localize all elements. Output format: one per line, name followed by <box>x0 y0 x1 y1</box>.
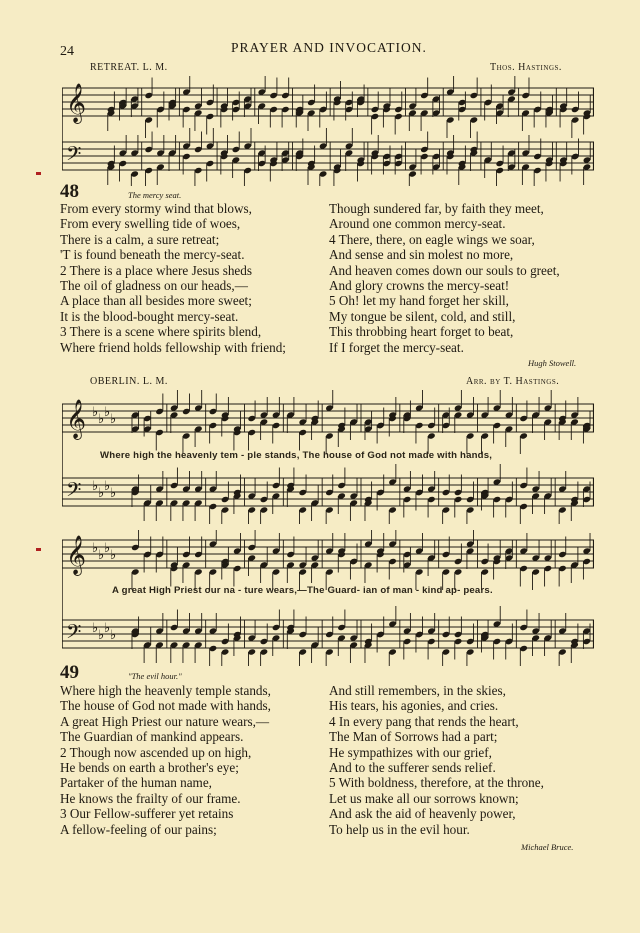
verse-line: 5 Oh! let my hand forget her skill, <box>329 293 509 309</box>
hymn-48-author: Hugh Stowell. <box>528 358 577 368</box>
verse-line: And glory crowns the mercy-seat! <box>329 278 510 294</box>
verse-line: Where friend holds fellowship with friend; <box>60 339 286 355</box>
hymn-49-author: Michael Bruce. <box>521 842 574 852</box>
verse-line: My tongue be silent, cold, and still, <box>329 308 516 324</box>
verse-line: A great High Priest our nature wears,— <box>60 713 270 729</box>
verse-line: A place than all besides more sweet; <box>60 293 252 309</box>
verse-line: 5 With boldness, therefore, at the throne, <box>329 775 544 791</box>
page-number: 24 <box>60 44 74 59</box>
score-retreat-svg <box>62 76 594 186</box>
verse-line: And to the sufferer sends relief. <box>329 760 496 776</box>
verse-line: Where high the heavenly temple stands, <box>60 683 271 698</box>
verse-line: And still remembers, in the skies, <box>329 683 506 698</box>
verse-line: The house of God not made with hands, <box>60 698 271 714</box>
score-oberlin-2-svg <box>62 530 594 666</box>
tune1-composer: Thos. Hastings. <box>490 62 562 73</box>
music-score-oberlin-system2 <box>62 530 594 666</box>
flat-icon: ♭ <box>92 479 99 494</box>
retreat-bass-staff <box>62 128 594 186</box>
verse-line: He knows the frailty of our frame. <box>60 790 241 806</box>
verse-line: If I forget the mercy-seat. <box>329 339 464 355</box>
retreat-treble-staff <box>62 76 594 138</box>
verse-line: The oil of gladness on our heads,— <box>60 278 248 294</box>
verse-line: There is a calm, a sure retreat; <box>60 231 220 247</box>
running-head: PRAYER AND INVOCATION. <box>231 40 427 55</box>
bass-clef-icon: 𝄢 <box>66 478 82 506</box>
flat-icon: ♭ <box>110 412 117 427</box>
flat-icon: ♭ <box>98 548 105 563</box>
verse-line: This throbbing heart forget to beat, <box>329 324 514 340</box>
hymn-48-subtitle: The mercy seat. <box>128 190 182 200</box>
flat-icon: ♭ <box>92 541 99 556</box>
verse-line: 3 Our Fellow-sufferer yet retains <box>60 806 234 822</box>
tune2-arranger: Arr. by T. Hastings. <box>466 376 560 387</box>
tune2-lyrics-line1: Where high the heavenly tem - ple stands, The house of God not made with hands, <box>100 450 493 461</box>
bass-clef-icon: 𝄢 <box>66 142 82 170</box>
verse-line: From every swelling tide of woes, <box>60 216 241 232</box>
hymn-49-left-column <box>60 683 271 837</box>
treble-clef-icon: 𝄞 <box>66 399 87 439</box>
verse-line: And ask the aid of heavenly power, <box>329 806 516 822</box>
verse-line: 4 There, there, on eagle wings we soar, <box>329 231 535 247</box>
oberlin-1-bass-staff <box>62 464 594 524</box>
oberlin-1-treble-staff <box>62 390 594 454</box>
hymn-48-left-column <box>60 201 286 355</box>
verse-line: From every stormy wind that blows, <box>60 201 252 216</box>
verse-line: Partaker of the human name, <box>60 775 212 791</box>
hymn-49-subtitle: "The evil hour." <box>128 671 182 681</box>
verse-line: He sympathizes with our grief, <box>329 744 492 760</box>
oberlin-2-bass-staff <box>62 606 594 666</box>
hymn-48-right-column <box>329 201 560 355</box>
flat-icon: ♭ <box>110 548 117 563</box>
flat-icon: ♭ <box>98 412 105 427</box>
music-score-retreat <box>62 76 594 186</box>
verse-line: 2 Though now ascended up on high, <box>60 744 252 760</box>
verse-line: Around one common mercy-seat. <box>329 216 506 232</box>
flat-icon: ♭ <box>110 628 117 643</box>
flat-icon: ♭ <box>98 628 105 643</box>
oberlin-2-treble-staff <box>62 530 594 590</box>
flat-icon: ♭ <box>110 486 117 501</box>
verse-line: The Man of Sorrows had a part; <box>329 729 498 745</box>
verse-line: His tears, his agonies, and cries. <box>329 698 499 714</box>
verse-line: Let us make all our sorrows known; <box>329 790 519 806</box>
flat-icon: ♭ <box>92 405 99 420</box>
verse-line: 4 In every pang that rends the heart, <box>329 713 519 729</box>
margin-mark <box>36 172 41 175</box>
tune2-name: OBERLIN. L. M. <box>90 376 168 387</box>
verse-line: And sense and sin molest no more, <box>329 247 514 263</box>
verse-line: 'T is found beneath the mercy-seat. <box>60 247 245 263</box>
flat-icon: ♭ <box>104 621 111 636</box>
flat-icon: ♭ <box>104 479 111 494</box>
verse-line: He bends on earth a brother's eye; <box>60 760 239 776</box>
tune1-name: RETREAT. L. M. <box>90 62 168 73</box>
flat-icon: ♭ <box>104 405 111 420</box>
hymn-49-number: 49 <box>60 662 79 683</box>
verse-line: 2 There is a place where Jesus sheds <box>60 262 253 278</box>
flat-icon: ♭ <box>104 541 111 556</box>
tune2-lyrics-line2: A great High Priest our na - ture wears,—The Guard- ian of man - kind ap- pears. <box>112 585 493 596</box>
verse-line: 3 There is a scene where spirits blend, <box>60 324 262 340</box>
verse-line: A fellow-feeling of our pains; <box>60 821 217 837</box>
verse-line: Though sundered far, by faith they meet, <box>329 201 544 216</box>
margin-mark <box>36 548 41 551</box>
flat-icon: ♭ <box>98 486 105 501</box>
verse-line: And heaven comes down our souls to greet, <box>329 262 560 278</box>
treble-clef-icon: 𝄞 <box>66 83 87 123</box>
verse-line: The Guardian of mankind appears. <box>60 729 244 745</box>
flat-icon: ♭ <box>92 621 99 636</box>
verse-line: To help us in the evil hour. <box>329 821 470 837</box>
verse-line: It is the blood-bought mercy-seat. <box>60 308 239 324</box>
hymn-49-right-column <box>329 683 544 837</box>
treble-clef-icon: 𝄞 <box>66 535 87 575</box>
hymn-48-number: 48 <box>60 181 79 202</box>
bass-clef-icon: 𝄢 <box>66 620 82 648</box>
